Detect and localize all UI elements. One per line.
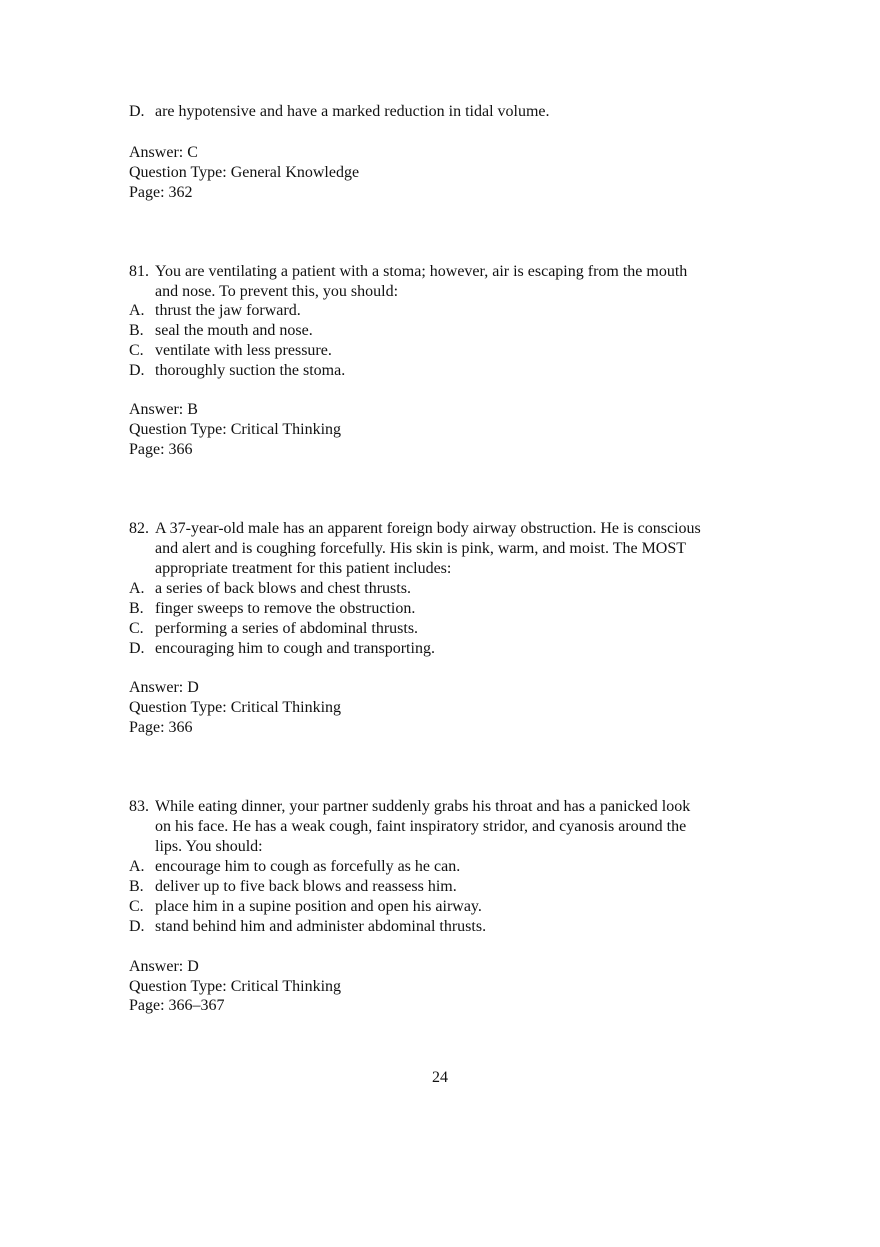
option-text: are hypotensive and have a marked reduction in tidal volume. bbox=[155, 103, 550, 120]
option-text: a series of back blows and chest thrusts. bbox=[155, 580, 411, 597]
question-83-stem-line-3: lips. You should: bbox=[155, 838, 263, 855]
option-letter: C. bbox=[129, 898, 144, 915]
question-82-stem-line-1 bbox=[129, 519, 701, 539]
question-type-line: Question Type: General Knowledge bbox=[129, 164, 360, 181]
question-81-option-c bbox=[129, 341, 332, 361]
question-81-type: Question Type: Critical Thinking bbox=[129, 421, 342, 438]
page-reference-line: Page: 362 bbox=[129, 184, 193, 201]
option-letter: B. bbox=[129, 878, 144, 895]
question-82-type: Question Type: Critical Thinking bbox=[129, 699, 342, 716]
question-stem-text: A 37-year-old male has an apparent foreign body airway obstruction. He is conscious bbox=[155, 520, 701, 537]
question-number: 82. bbox=[129, 520, 149, 537]
option-text: deliver up to five back blows and reassess him. bbox=[155, 878, 457, 895]
option-letter: C. bbox=[129, 620, 144, 637]
question-83-type: Question Type: Critical Thinking bbox=[129, 978, 342, 995]
option-letter: D. bbox=[129, 640, 145, 657]
question-83-option-c bbox=[129, 897, 482, 917]
option-text: encourage him to cough as forcefully as he can. bbox=[155, 858, 461, 875]
question-81-page: Page: 366 bbox=[129, 441, 193, 458]
question-83-option-a bbox=[129, 857, 460, 877]
question-number: 81. bbox=[129, 263, 149, 280]
option-text: stand behind him and administer abdominal thrusts. bbox=[155, 918, 487, 935]
option-text: thoroughly suction the stoma. bbox=[155, 362, 346, 379]
option-letter: C. bbox=[129, 342, 144, 359]
question-83-option-d bbox=[129, 917, 486, 937]
question-83-answer: Answer: D bbox=[129, 958, 199, 975]
option-text: ventilate with less pressure. bbox=[155, 342, 332, 359]
option-text: finger sweeps to remove the obstruction. bbox=[155, 600, 416, 617]
question-83-option-b bbox=[129, 877, 457, 897]
question-81-stem-line-2: and nose. To prevent this, you should: bbox=[155, 283, 399, 300]
option-letter: A. bbox=[129, 302, 145, 319]
option-letter: B. bbox=[129, 322, 144, 339]
question-81-option-b bbox=[129, 321, 313, 341]
option-letter: A. bbox=[129, 580, 145, 597]
question-stem-text: While eating dinner, your partner suddenly grabs his throat and has a panicked look bbox=[155, 798, 691, 815]
question-82-stem-line-3: appropriate treatment for this patient includes: bbox=[155, 560, 452, 577]
question-81-option-d bbox=[129, 361, 345, 381]
answer-line: Answer: C bbox=[129, 144, 198, 161]
page-number: 24 bbox=[432, 1069, 448, 1086]
option-letter: D. bbox=[129, 918, 145, 935]
question-82-page: Page: 366 bbox=[129, 719, 193, 736]
option-text: encouraging him to cough and transporting. bbox=[155, 640, 435, 657]
question-83-page: Page: 366–367 bbox=[129, 997, 225, 1014]
option-letter: D. bbox=[129, 103, 145, 120]
question-82-option-d bbox=[129, 639, 435, 659]
question-82-option-a bbox=[129, 579, 411, 599]
question-82-option-b bbox=[129, 599, 415, 619]
question-82-option-c bbox=[129, 619, 418, 639]
question-82-stem-line-2: and alert and is coughing forcefully. His skin is pink, warm, and moist. The MOST bbox=[155, 540, 687, 557]
option-text: place him in a supine position and open his airway. bbox=[155, 898, 482, 915]
question-number: 83. bbox=[129, 798, 149, 815]
option-text: performing a series of abdominal thrusts. bbox=[155, 620, 419, 637]
option-letter: A. bbox=[129, 858, 145, 875]
question-81-option-a bbox=[129, 301, 301, 321]
option-letter: B. bbox=[129, 600, 144, 617]
option-text: seal the mouth and nose. bbox=[155, 322, 313, 339]
question-83-stem-line-1 bbox=[129, 797, 690, 817]
question-stem-text: You are ventilating a patient with a stoma; however, air is escaping from the mouth bbox=[155, 263, 688, 280]
question-82-answer: Answer: D bbox=[129, 679, 199, 696]
option-text: thrust the jaw forward. bbox=[155, 302, 301, 319]
question-81-answer: Answer: B bbox=[129, 401, 198, 418]
option-letter: D. bbox=[129, 362, 145, 379]
question-81-stem-line-1 bbox=[129, 262, 687, 282]
question-83-stem-line-2: on his face. He has a weak cough, faint inspiratory stridor, and cyanosis around the bbox=[155, 818, 687, 835]
option-line bbox=[129, 102, 550, 122]
